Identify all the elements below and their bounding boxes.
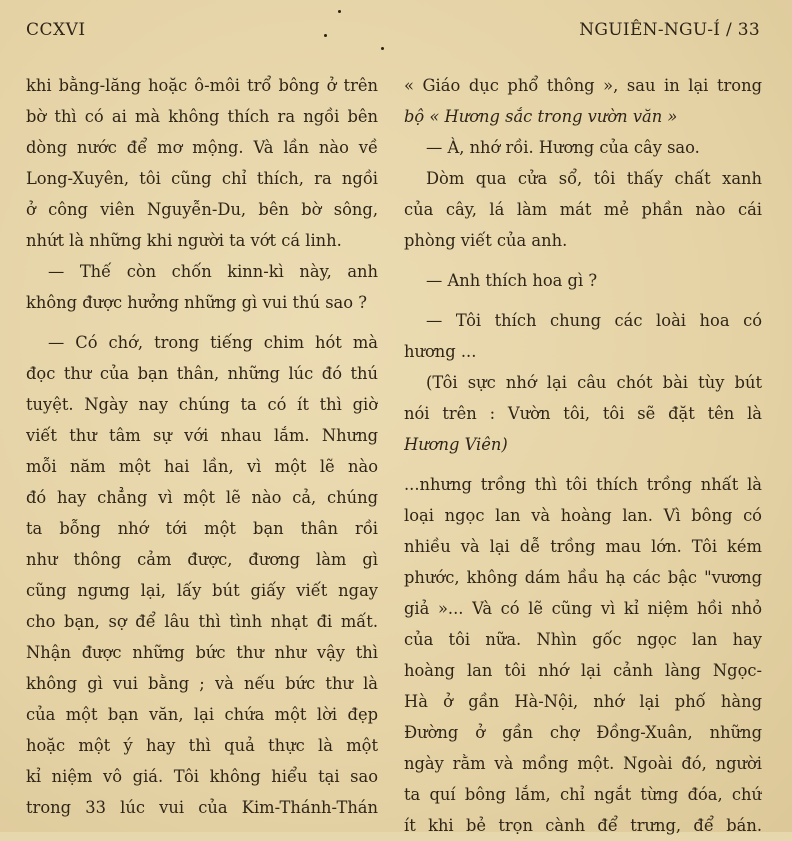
text-line: Dòm qua cửa sổ, tôi thấy chất xanh: [426, 169, 762, 188]
ink-speck: [338, 10, 341, 13]
ink-speck: [381, 47, 384, 50]
text-line: trong 33 lúc vui của Kim-Thánh-Thán: [26, 798, 378, 817]
text-line: đọc thư của bạn thân, những lúc đó thú: [26, 364, 378, 383]
text-line: (Tôi sực nhớ lại câu chót bài tùy bút: [426, 373, 762, 392]
text-line: — Có chớ, trong tiếng chim hót mà: [48, 333, 378, 352]
text-line: nhiều và lại dễ trồng mau lớn. Tôi kém: [404, 537, 762, 556]
text-line: của một bạn văn, lại chứa một lời đẹp: [26, 705, 378, 724]
text-line: Hương Viên): [404, 435, 508, 454]
text-line: viết thư tâm sự với nhau lắm. Nhưng: [26, 426, 378, 445]
text-line: giả »... Và có lẽ cũng vì kỉ niệm hồi nhỏ: [404, 599, 762, 618]
text-line: phước, không dám hầu hạ các bậc "vương: [404, 568, 762, 587]
text-line: ngày rằm và mồng một. Ngoài đó, người: [404, 754, 762, 773]
text-line: hương ...: [404, 342, 477, 361]
text-line: không được hưởng những gì vui thú sao ?: [26, 293, 367, 312]
text-line: ...nhưng trồng thì tôi thích trồng nhất là: [404, 475, 762, 494]
text-line: đó hay chẳng vì một lẽ nào cả, chúng: [26, 488, 378, 507]
text-line: dòng nước để mơ mộng. Và lần nào về: [26, 138, 378, 157]
text-line: hoặc một ý hay thì quả thực là một: [26, 736, 378, 755]
text-line: khi bằng-lăng hoặc ô-môi trổ bông ở trên: [26, 76, 378, 95]
ink-speck: [324, 34, 327, 37]
text-line: « Giáo dục phổ thông », sau in lại trong: [404, 76, 762, 95]
text-line: — Tôi thích chung các loài hoa có: [426, 311, 762, 330]
left-column-text: [26, 70, 378, 823]
page-header-section-number: CCXVI: [26, 20, 86, 40]
text-line: — Anh thích hoa gì ?: [426, 271, 598, 290]
text-line: mỗi năm một hai lần, vì một lẽ nào: [26, 457, 378, 476]
text-line: ở công viên Nguyễn-Du, bên bờ sông,: [26, 200, 378, 219]
text-line: không gì vui bằng ; và nếu bức thư là: [26, 674, 378, 693]
text-line: hoàng lan tôi nhớ lại cảnh làng Ngọc-: [404, 661, 762, 680]
text-line: kỉ niệm vô giá. Tôi không hiểu tại sao: [26, 767, 378, 786]
text-line: Nhận được những bức thư như vậy thì: [26, 643, 378, 662]
text-line: phòng viết của anh.: [404, 231, 568, 250]
page-header-title-page-number: NGUIÊN-NGU-Í / 33: [579, 20, 760, 40]
right-column-text: [404, 70, 762, 841]
text-line: cho bạn, sợ để lâu thì tình nhạt đi mất.: [26, 612, 378, 631]
text-line: Long-Xuyên, tôi cũng chỉ thích, ra ngồi: [26, 169, 378, 188]
text-line: — Thế còn chốn kinn-kì này, anh: [48, 262, 378, 281]
text-line: tuyệt. Ngày nay chúng ta có ít thì giờ: [26, 395, 378, 414]
text-line: cũng ngưng lại, lấy bút giấy viết ngay: [26, 581, 378, 600]
text-line: bộ « Hương sắc trong vườn văn »: [404, 107, 678, 126]
text-line: ta bỗng nhớ tới một bạn thân rồi: [26, 519, 378, 538]
text-line: Hà ở gần Hà-Nội, nhớ lại phố hàng: [404, 692, 762, 711]
text-line: bờ thì có ai mà không thích ra ngồi bên: [26, 107, 378, 126]
text-line: của cây, lá làm mát mẻ phần nào cái: [404, 200, 762, 219]
text-line: như thông cảm được, đương làm gì: [26, 550, 378, 569]
text-line: loại ngọc lan và hoàng lan. Vì bông có: [404, 506, 762, 525]
text-line: — À, nhớ rồi. Hương của cây sao.: [426, 138, 700, 157]
text-line: ta quí bông lắm, chỉ ngắt từng đóa, chứ: [404, 785, 762, 804]
text-line: Đường ở gần chợ Đồng-Xuân, những: [404, 723, 762, 742]
text-line: của tôi nữa. Nhìn gốc ngọc lan hay: [404, 630, 762, 649]
text-line: nhứt là những khi người ta vớt cá linh.: [26, 231, 342, 250]
text-line: nói trên : Vườn tôi, tôi sẽ đặt tên là: [404, 404, 762, 423]
text-line: ít khi bẻ trọn cành để trưng, để bán.: [404, 816, 762, 835]
